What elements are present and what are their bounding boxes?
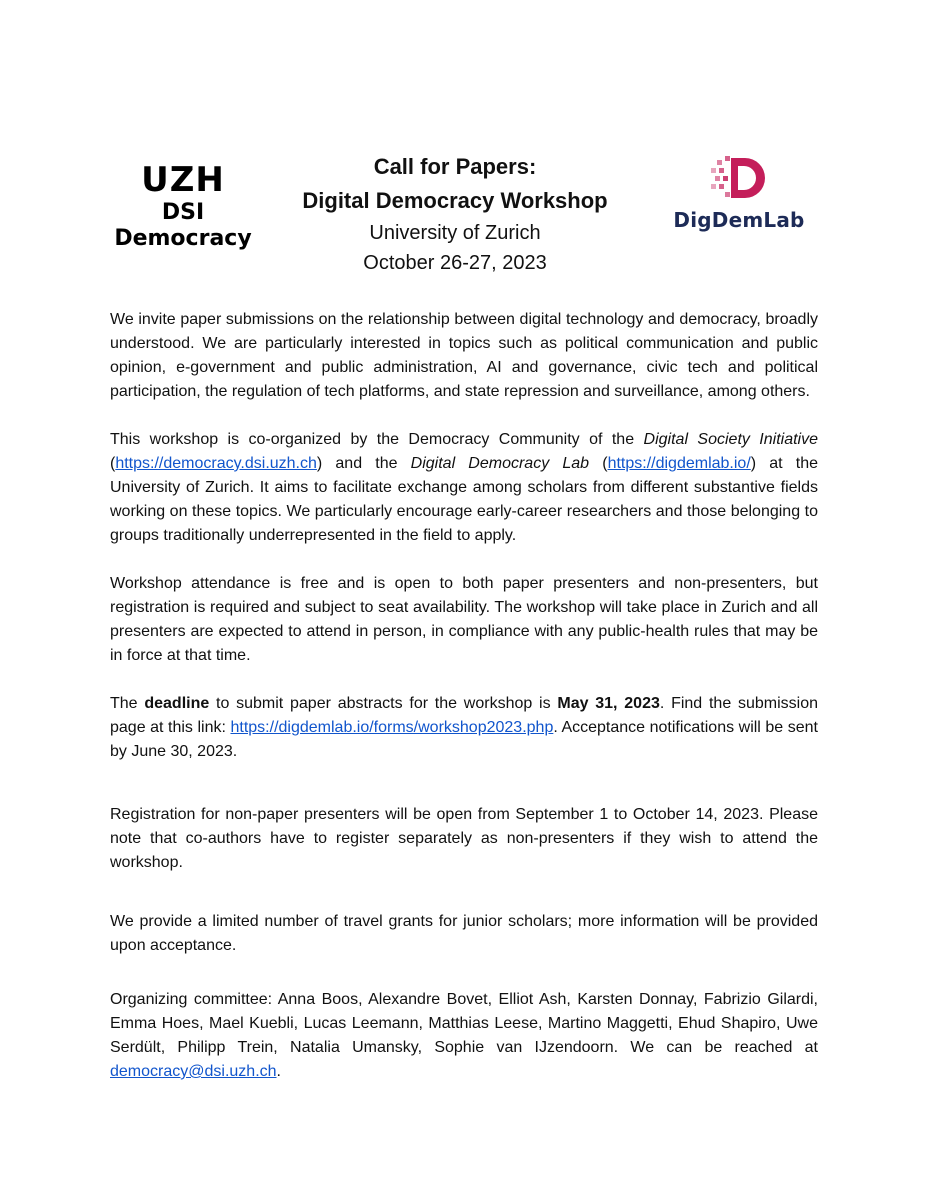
text-span: . Find the submission page at this link:	[110, 695, 819, 736]
digdemlab-logo	[664, 154, 814, 232]
paragraph-registration: Registration for non-paper presenters will be open from September 1 to October 14, 2023. Please note that co-authors have to register separately as non-presenters if they wish to attend the workshop.	[110, 806, 818, 871]
event-dates: October 26-27, 2023	[363, 252, 547, 274]
email-link[interactable]: democracy@dsi.uzh.ch	[110, 1063, 277, 1080]
logo-democracy-text: Democracy	[114, 226, 252, 251]
text-span: . Acceptance notifications will be sent by June 30, 2023.	[110, 719, 818, 760]
digdemlab-mark-icon	[709, 154, 769, 202]
text-span: ) and the	[316, 455, 411, 472]
paragraph-deadline	[110, 692, 818, 764]
dsi-name: Digital Society Initiative	[643, 431, 819, 448]
lab-name: Digital Democracy Lab	[410, 455, 590, 472]
paragraph-attendance: Workshop attendance is free and is open to both paper presenters and non-presenters, but registration is required and subject to seat availability. The workshop will take place in Zurich and all presenters are expected to attend in person, in compliance with any public-health rules that may be in force at that time.	[110, 575, 818, 664]
text-span: to submit paper abstracts for the workshop is	[209, 695, 558, 712]
logo-dsi-text: DSI	[161, 200, 205, 225]
paragraph-travel-grants: We provide a limited number of travel grants for junior scholars; more information will be provided upon acceptance.	[110, 913, 818, 954]
text-span: This workshop is co-organized by the Democracy Community of the	[110, 431, 644, 448]
deadline-word: deadline	[144, 695, 210, 712]
event-location: University of Zurich	[369, 222, 541, 244]
text-span: The	[110, 695, 145, 712]
title-line-2: Digital Democracy Workshop	[302, 188, 608, 213]
uzh-dsi-democracy-logo	[108, 160, 258, 252]
text-span: ) at the University of Zurich. It aims to facilitate exchange among scholars from different substantive fields working on these topics. We particularly encourage early-career researchers and those belonging to groups traditionally underrepresented in the field to apply.	[110, 455, 819, 544]
text-span: .	[276, 1063, 281, 1080]
digdemlab-link[interactable]: https://digdemlab.io/	[607, 455, 751, 472]
title-line-1: Call for Papers:	[373, 154, 537, 179]
paragraph-organizers	[110, 428, 818, 548]
text-span: Organizing committee: Anna Boos, Alexandre Bovet, Elliot Ash, Karsten Donnay, Fabrizio Gilardi, Emma Hoes, Mael Kuebli, Lucas Leemann, Matthias Leese, Martino Maggetti, Ehud Shapiro, Uwe Serdült, Philipp Trein, Natalia Umansky, Sophie van IJzendoorn. We can be reached at	[110, 991, 818, 1056]
body-text	[110, 308, 818, 1084]
text-span: (	[589, 455, 608, 472]
digdemlab-wordmark: DigDemLab	[673, 208, 805, 232]
paragraph-invitation: We invite paper submissions on the relationship between digital technology and democracy, broadly understood. We are particularly interested in topics such as political communication and public opinion, e-government and public administration, AI and governance, civic tech and political participation, the regulation of tech platforms, and state repression and surveillance, among others.	[110, 311, 818, 400]
title-block	[270, 150, 640, 278]
paragraph-committee	[110, 988, 818, 1084]
submission-link[interactable]: https://digdemlab.io/forms/workshop2023.php	[230, 719, 554, 736]
dsi-link[interactable]: https://democracy.dsi.uzh.ch	[115, 455, 317, 472]
logo-uzh-text: UZH	[141, 160, 225, 200]
deadline-date: May 31, 2023	[557, 695, 660, 712]
text-span: (	[110, 455, 116, 472]
